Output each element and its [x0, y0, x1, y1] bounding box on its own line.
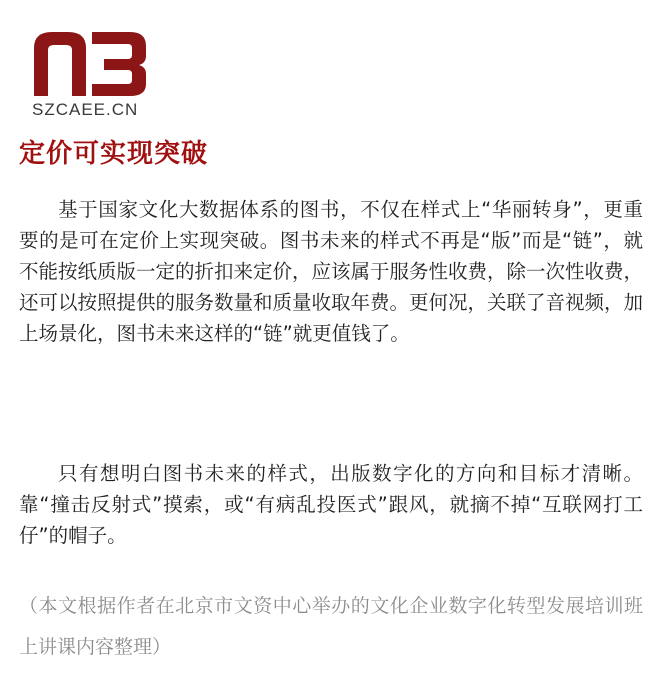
article-paragraph: 基于国家文化大数据体系的图书，不仅在样式上“华丽转身”，更重要的是可在定价上实现突破。图书未来的样式不再是“版”而是“链”，就不能按纸质版一定的折扣来定价，应该属于服务性收费，除一次性收费，还可以按照提供的服务数量和质量收取年费。更何况，关联了音视频，加上场景化，图书未来这样的“链”就更值钱了。 [19, 198, 644, 345]
article-title: 定价可实现突破 [19, 139, 209, 169]
n3-logo-mark-icon [30, 28, 150, 98]
site-domain: SZCAEE.CN [32, 100, 139, 119]
article-paragraph: 只有想明白图书未来的样式，出版数字化的方向和目标才清晰。靠“撞击反射式”摸索，或“有病乱投医式”跟风，就摘不掉“互联网打工仔”的帽子。 [19, 462, 643, 547]
site-logo [30, 28, 150, 120]
source-note: （本文根据作者在北京市文资中心举办的文化企业数字化转型发展培训班上讲课内容整理） [19, 595, 643, 658]
